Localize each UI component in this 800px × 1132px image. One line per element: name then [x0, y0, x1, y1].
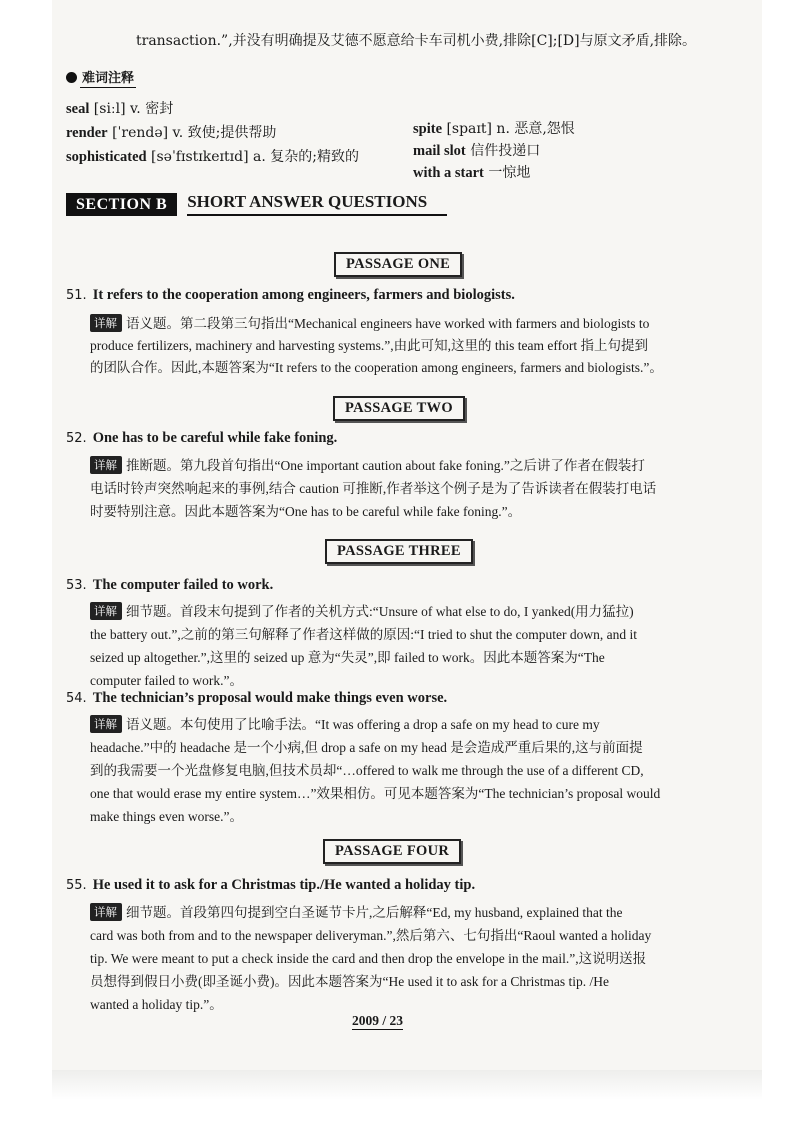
explanation-line: wanted a holiday tip.”。 — [90, 997, 223, 1012]
explanation-line: card was both from and to the newspaper deliveryman.”,然后第六、七句指出“Raoul wanted a holiday — [90, 928, 652, 943]
explanation-line: the battery out.”,之前的第三句解释了作者这样做的原因:“I tried to shut the computer down, and it — [90, 627, 638, 642]
vocab-item: with a start 一惊地 — [413, 165, 531, 181]
section-tag: SECTION B — [66, 193, 177, 216]
vocab-item: spite [spaɪt] n. 恶意,怨恨 — [413, 121, 575, 137]
explanation-line: tip. We were meant to put a check inside the card and then drop the envelope in the mail.”,这说明送报 — [90, 951, 647, 966]
passage-one-heading: PASSAGE ONE — [334, 252, 462, 277]
explanation-line: computer failed to work.”。 — [90, 673, 243, 688]
question-52: 52. One has to be careful while fake foning. — [66, 430, 338, 446]
explanation-badge: 详解 — [90, 903, 122, 921]
question-54: 54. The technician’s proposal would make things even worse. — [66, 690, 448, 706]
explanation-line: 电话时铃声突然响起来的事例,结合 caution 可推断,作者举这个例子是为了告诉读者在假装打电话 — [90, 481, 657, 496]
vocab-label: 难词注释 — [80, 67, 136, 88]
explanation-line: 员想得到假日小费(即圣诞小费)。因此本题答案为“He used it to ask for a Christmas tip. /He — [90, 974, 609, 989]
vocab-item: sophisticated [səˈfɪstɪkeɪtɪd] a. 复杂的;精致的 — [66, 149, 359, 165]
section-header — [66, 192, 447, 216]
question-55: 55. He used it to ask for a Christmas tip./He wanted a holiday tip. — [66, 877, 476, 893]
explanation-line: one that would erase my entire system…”效果相仿。可见本题答案为“The technician’s proposal would — [90, 786, 661, 801]
vocab-item: seal [siːl] v. 密封 — [66, 101, 174, 117]
explanation-line: make things even worse.”。 — [90, 809, 243, 824]
vocab-header — [66, 67, 136, 88]
explanation-line: 详解 细节题。首段末句提到了作者的关机方式:“Unsure of what else to do, I yanked(用力猛拉) — [90, 600, 634, 620]
page-number: 2009 / 23 — [352, 1013, 404, 1028]
passage-three-heading: PASSAGE THREE — [325, 539, 473, 564]
explanation-badge: 详解 — [90, 715, 122, 733]
section-title: SHORT ANSWER QUESTIONS — [187, 192, 447, 216]
explanation-line: headache.”中的 headache 是一个小病,但 drop a safe on my head 是会造成严重后果的,这与前面提 — [90, 740, 643, 755]
explanation-line: 详解 语义题。本句使用了比喻手法。“It was offering a drop a safe on my head to cure my — [90, 713, 600, 733]
intro-line: transaction.”,并没有明确提及艾德不愿意给卡车司机小费,排除[C];[D]与原文矛盾,排除。 — [136, 33, 697, 49]
vocab-item: render [ˈrendə] v. 致使;提供帮助 — [66, 125, 277, 141]
explanation-line: 的团队合作。因此,本题答案为“It refers to the cooperation among engineers, farmers and biologists.”。 — [90, 360, 663, 375]
vocab-item: mail slot 信件投递口 — [413, 143, 541, 159]
explanation-line: 到的我需要一个光盘修复电脑,但技术员却“…offered to walk me through the use of a different CD, — [90, 763, 644, 778]
bullet-icon — [66, 72, 77, 83]
explanation-badge: 详解 — [90, 456, 122, 474]
explanation-line: 时要特别注意。因此本题答案为“One has to be careful while fake foning.”。 — [90, 504, 522, 519]
question-53: 53. The computer failed to work. — [66, 577, 274, 593]
explanation-line: 详解 语义题。第二段第三句指出“Mechanical engineers have worked with farmers and biologists to — [90, 312, 649, 332]
explanation-line: seized up altogether.”,这里的 seized up 意为“失灵”,即 failed to work。因此本题答案为“The — [90, 650, 605, 665]
question-51: 51. It refers to the cooperation among engineers, farmers and biologists. — [66, 287, 515, 303]
passage-four-heading: PASSAGE FOUR — [323, 839, 461, 864]
passage-two-heading: PASSAGE TWO — [333, 396, 465, 421]
explanation-line: produce fertilizers, machinery and harvesting systems.”,由此可知,这里的 this team effort 指上句提到 — [90, 338, 648, 353]
explanation-line: 详解 细节题。首段第四句提到空白圣诞节卡片,之后解释“Ed, my husband, explained that the — [90, 901, 622, 921]
explanation-badge: 详解 — [90, 602, 122, 620]
explanation-badge: 详解 — [90, 314, 122, 332]
page-edge — [52, 1070, 762, 1100]
explanation-line: 详解 推断题。第九段首句指出“One important caution about fake foning.”之后讲了作者在假装打 — [90, 454, 645, 474]
